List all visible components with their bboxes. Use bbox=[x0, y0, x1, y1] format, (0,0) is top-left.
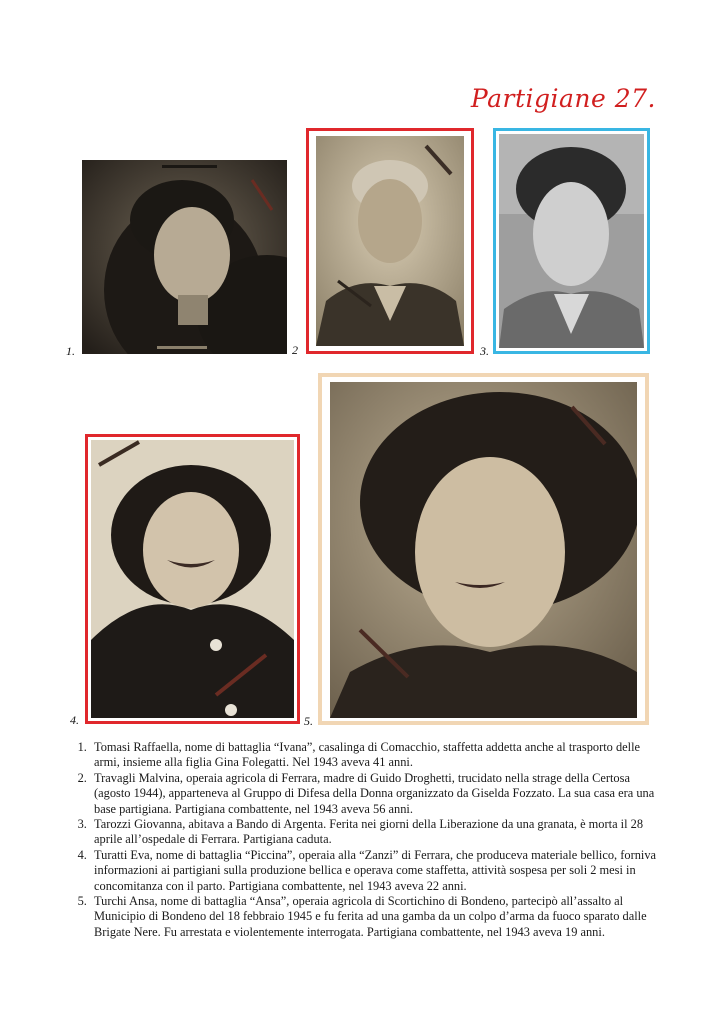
caption-item-1: 1. Tomasi Raffaella, nome di battaglia “Ivana”, casalinga di Comacchio, staffetta addetta anche al trasporto delle armi, insieme alla figlia Gina Folegatti. Nel 1943 aveva 41 anni. bbox=[90, 740, 660, 771]
captions-list bbox=[64, 740, 660, 940]
portrait-photo-3 bbox=[499, 134, 644, 348]
caption-item-2: 2. Travagli Malvina, operaia agricola di Ferrara, madre di Guido Droghetti, trucidato nella strage della Certosa (agosto 1944), apparteneva al Gruppo di Difesa della Donna organizzato da Giselda Fozzato. La sua casa era una base partigiana. Partigiana combattente, nel 1943 aveva 56 anni. bbox=[90, 771, 660, 817]
photo-number-5: 5. bbox=[304, 714, 313, 728]
portrait-photo-5 bbox=[330, 382, 637, 718]
caption-item-4: 4. Turatti Eva, nome di battaglia “Piccina”, operaia alla “Zanzi” di Ferrara, che produceva materiale bellico, forniva informazioni ai partigiani sulla produzione bellica e operava come staffetta, attività sospesa per soli 2 mesi in concomitanza con il parto. Partigiana combattente, nel 1943 aveva 22 anni. bbox=[90, 848, 660, 894]
photo-number-4: 4. bbox=[70, 713, 79, 727]
portrait-photo-2 bbox=[316, 136, 464, 346]
caption-item-3: 3. Tarozzi Giovanna, abitava a Bando di Argenta. Ferita nei giorni della Liberazione da una granata, è morta il 28 aprile all’ospedale di Ferrara. Partigiana caduta. bbox=[90, 817, 660, 848]
page-title: Partigiane 27. bbox=[470, 84, 656, 113]
caption-item-5: 5. Turchi Ansa, nome di battaglia “Ansa”, operaia agricola di Scortichino di Bondeno, partecipò all’assalto al Municipio di Bondeno del 18 febbraio 1945 e fu ferita ad una gamba da un colpo d’arma da fuoco sparato dalle Brigate Nere. Fu arrestata e violentemente interrogata. Partigiana combattente, nel 1943 aveva 19 anni. bbox=[90, 894, 660, 940]
photo-number-2: 2 bbox=[292, 343, 298, 357]
portrait-photo-4 bbox=[91, 440, 294, 718]
portrait-photo-1 bbox=[82, 160, 287, 354]
photo-number-1: 1. bbox=[66, 344, 75, 358]
photo-number-3: 3. bbox=[480, 344, 489, 358]
